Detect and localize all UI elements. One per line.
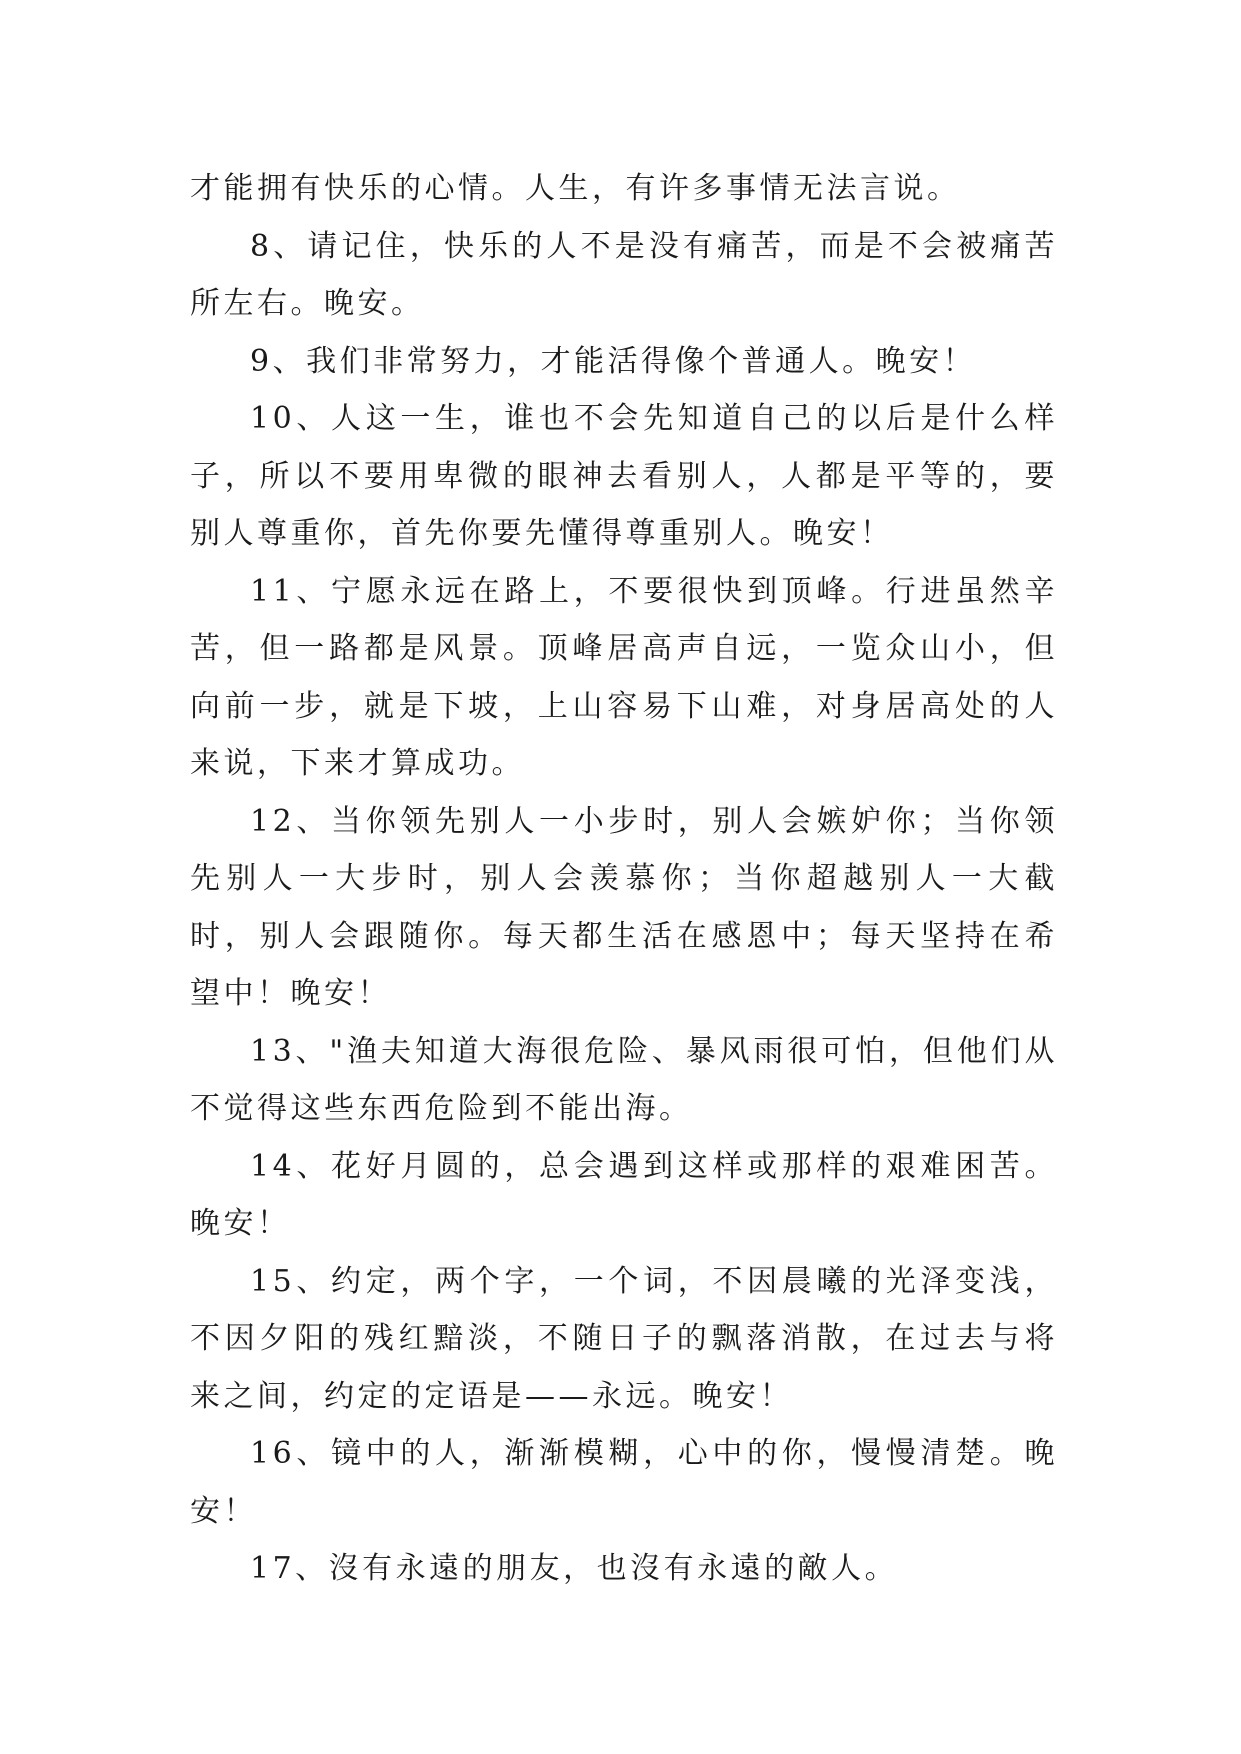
paragraph-item-12: 12、当你领先别人一小步时，别人会嫉妒你；当你领先别人一大步时，别人会羡慕你；当你超越别人一大截时，别人会跟随你。每天都生活在感恩中；每天坚持在希望中！晚安！: [190, 803, 1058, 1011]
paragraph-item-14: 14、花好月圆的，总会遇到这样或那样的艰难困苦。晚安！: [190, 1148, 1058, 1241]
paragraph-item-16: 16、镜中的人，渐渐模糊，心中的你，慢慢清楚。晚安！: [190, 1436, 1058, 1529]
paragraph-item-8: 8、请记住，快乐的人不是没有痛苦，而是不会被痛苦所左右。晚安。: [190, 228, 1058, 321]
paragraph-item-11: 11、宁愿永远在路上，不要很快到顶峰。行进虽然辛苦，但一路都是风景。顶峰居高声自远，一览众山小，但向前一步，就是下坡，上山容易下山难，对身居高处的人来说，下来才算成功。: [190, 573, 1058, 781]
document-body: [190, 160, 1058, 1598]
paragraph-item-10: 10、人这一生，谁也不会先知道自己的以后是什么样子，所以不要用卑微的眼神去看别人，人都是平等的，要别人尊重你，首先你要先懂得尊重别人。晚安！: [190, 401, 1058, 551]
paragraph-item-15: 15、约定，两个字，一个词，不因晨曦的光泽变浅，不因夕阳的残红黯淡，不随日子的飘落消散，在过去与将来之间，约定的定语是——永远。晚安！: [190, 1263, 1058, 1414]
paragraph-item-17: 17、沒有永遠的朋友，也沒有永遠的敵人。: [250, 1551, 899, 1586]
paragraph-item-13: 13、"渔夫知道大海很危险、暴风雨很可怕，但他们从不觉得这些东西危险到不能出海。: [190, 1033, 1058, 1126]
paragraph-item-9: 9、我们非常努力，才能活得像个普通人。晚安！: [250, 343, 977, 379]
paragraph-continuation: 才能拥有快乐的心情。人生，有许多事情无法言说。: [190, 171, 961, 206]
